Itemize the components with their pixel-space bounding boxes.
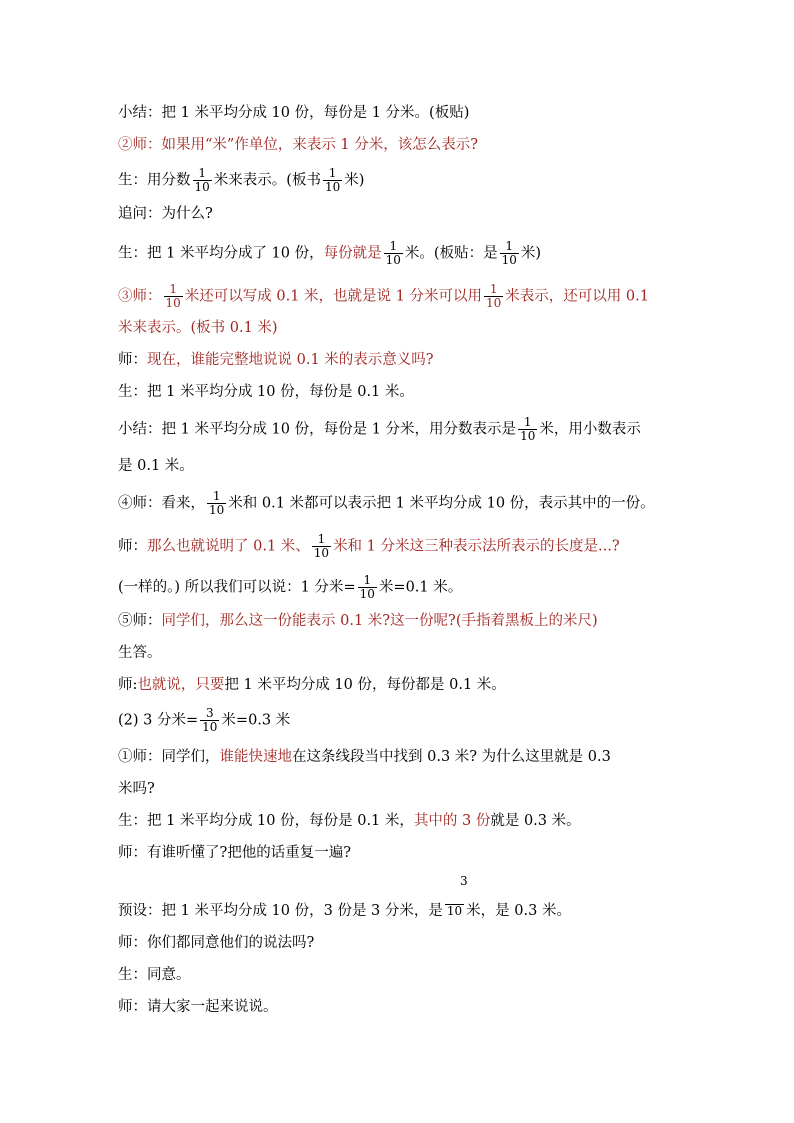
fraction-numerator: 1 xyxy=(505,239,514,253)
text: 米表示，还可以用 0.1 xyxy=(505,288,649,305)
text: 现在，谁能完整地说说 0.1 米的表示意义吗? xyxy=(147,352,434,368)
teacher-instruction xyxy=(118,997,698,1017)
text: 是 0.1 米。 xyxy=(118,458,194,474)
fraction-numerator: 1 xyxy=(363,573,372,587)
text: 师： xyxy=(118,538,147,555)
teacher-conclusion xyxy=(118,675,698,695)
fraction-denominator: 10 xyxy=(446,904,463,918)
text: 师： xyxy=(118,352,147,368)
text: 米) xyxy=(344,172,365,189)
text: 谁能快速地 xyxy=(219,749,292,765)
text: 师：你们都同意他们的说法吗? xyxy=(118,935,315,951)
text: 小结：把 1 米平均分成 10 份，每份是 1 分米，用分数表示是 xyxy=(118,421,517,438)
fraction-denominator: 10 xyxy=(359,587,375,601)
teacher-question-repeat xyxy=(118,843,698,863)
text: 生答。 xyxy=(118,645,162,661)
summary-line-1 xyxy=(118,103,698,123)
fraction-denominator: 10 xyxy=(165,296,181,310)
fraction-denominator: 10 xyxy=(486,296,502,310)
follow-up-question xyxy=(118,204,698,224)
text: 同学们，那么这一份能表示 0.1 米?这一份呢?(手指着黑板上的米尺) xyxy=(161,613,598,629)
text: 米=0.1 米。 xyxy=(378,579,463,596)
fraction-numerator: 1 xyxy=(489,282,498,296)
teacher-question-2 xyxy=(118,135,698,155)
teacher-question-find xyxy=(118,747,698,767)
fraction-numerator: 1 xyxy=(523,415,532,429)
teacher-statement-3 xyxy=(118,283,698,310)
teacher-question-meaning xyxy=(118,350,698,370)
teacher-question-5 xyxy=(118,611,698,631)
fraction-denominator: 10 xyxy=(194,180,210,194)
text: 也就说，只要 xyxy=(137,677,225,693)
text: 米和 0.1 米都可以表示把 1 米平均分成 10 份，表示其中的一份。 xyxy=(228,495,655,512)
text: 米=0.3 米 xyxy=(221,712,291,729)
text: 米。(板贴：是 xyxy=(404,245,498,262)
text: ②师：如果用“米”作单位，来表示 1 分米，该怎么表示? xyxy=(118,137,479,153)
fraction-denominator: 10 xyxy=(324,180,341,194)
text: 那么也就说明了 0.1 米、 xyxy=(147,538,310,555)
student-answer-fraction xyxy=(118,167,698,194)
teacher-question-same-length xyxy=(118,533,698,560)
text: 米，用小数表示 xyxy=(539,421,641,438)
fraction-one-tenth xyxy=(518,416,537,443)
summary-line-2 xyxy=(118,416,698,443)
text: 米，是 0.3 米。 xyxy=(466,903,571,919)
text: (2) 3 分米= xyxy=(118,712,199,729)
text: ④师：看来， xyxy=(118,495,205,512)
section-heading-3-decimeters xyxy=(118,707,698,734)
student-answer-why xyxy=(118,240,698,267)
text: 米和 1 分米这三种表示法所表示的长度是...? xyxy=(333,538,620,555)
text: 米来表示。(板书 0.1 米) xyxy=(118,320,278,336)
equality-statement xyxy=(118,574,698,601)
fraction-one-tenth xyxy=(193,167,212,194)
fraction-one-tenth xyxy=(500,240,519,267)
teacher-statement-4 xyxy=(118,490,698,517)
text: 生：把 1 米平均分成 10 份，每份是 0.1 米， xyxy=(118,813,414,829)
text: 在这条线段当中找到 0.3 米? 为什么这里就是 0.3 xyxy=(292,749,611,765)
fraction-one-tenth xyxy=(484,283,503,310)
text: 米吗? xyxy=(118,781,155,797)
text: 生：同意。 xyxy=(118,967,191,983)
fraction-numerator: 1 xyxy=(198,166,206,180)
preset-answer xyxy=(118,901,698,921)
fraction-one-tenth xyxy=(164,283,183,310)
teacher-question-find-cont xyxy=(118,779,698,799)
fraction-denominator: 10 xyxy=(385,253,401,267)
fraction-three-tenths-numerator-raised xyxy=(460,874,468,888)
teacher-question-agree xyxy=(118,933,698,953)
fraction-one-tenth xyxy=(207,490,226,517)
fraction-numerator: 1 xyxy=(212,489,221,503)
text: 师：请大家一起来说说。 xyxy=(118,999,278,1015)
text: 把 1 米平均分成 10 份，每份都是 0.1 米。 xyxy=(224,677,506,693)
text: 师：有谁听懂了?把他的话重复一遍? xyxy=(118,845,352,861)
fraction-one-tenth xyxy=(384,240,403,267)
text: 米) xyxy=(520,245,542,262)
fraction-one-tenth xyxy=(323,167,342,194)
fraction-denominator: 10 xyxy=(209,503,225,517)
student-answer-three xyxy=(118,811,698,831)
text: 追问：为什么? xyxy=(118,206,213,222)
fraction-numerator: 3 xyxy=(205,706,214,720)
fraction-denominator: 10 xyxy=(313,546,330,560)
text: 其中的 3 份 xyxy=(413,813,491,829)
summary-line-2-cont xyxy=(118,456,698,476)
fraction-numerator: 1 xyxy=(389,239,398,253)
fraction-denominator: 10 xyxy=(202,720,218,734)
fraction-one-tenth xyxy=(358,574,377,601)
text: 就是 0.3 米。 xyxy=(490,813,581,829)
fraction-numerator: 1 xyxy=(169,282,177,296)
student-answer-meaning xyxy=(118,382,698,402)
fraction-numerator: 3 xyxy=(460,874,468,888)
text: 预设：把 1 米平均分成 10 份，3 份是 3 分米，是 xyxy=(118,903,443,919)
text: 生：用分数 xyxy=(118,172,191,189)
text: 米还可以写成 0.1 米，也就是说 1 分米可以用 xyxy=(184,288,483,305)
fraction-three-tenths-denominator xyxy=(445,904,464,918)
students-answer xyxy=(118,643,698,663)
fraction-numerator: 1 xyxy=(317,532,326,546)
text: ⑤师： xyxy=(118,613,162,629)
text: ③师： xyxy=(118,288,162,305)
fraction-one-tenth xyxy=(312,533,331,560)
text: 每份就是 xyxy=(323,245,382,262)
text: (一样的。) 所以我们可以说：1 分米= xyxy=(118,579,356,596)
text: 生：把 1 米平均分成了 10 份， xyxy=(118,245,324,262)
fraction-denominator: 10 xyxy=(501,253,517,267)
text: 生：把 1 米平均分成 10 份，每份是 0.1 米。 xyxy=(118,384,414,400)
text: ①师：同学们， xyxy=(118,749,220,765)
text: 小结：把 1 米平均分成 10 份，每份是 1 分米。(板贴) xyxy=(118,105,470,121)
student-agree xyxy=(118,965,698,985)
text: 师: xyxy=(118,677,138,693)
fraction-denominator: 10 xyxy=(520,429,536,443)
teacher-statement-3-cont xyxy=(118,318,698,338)
fraction-three-tenths xyxy=(200,707,219,734)
text: 米来表示。(板书 xyxy=(213,172,321,189)
fraction-numerator: 1 xyxy=(328,166,337,180)
